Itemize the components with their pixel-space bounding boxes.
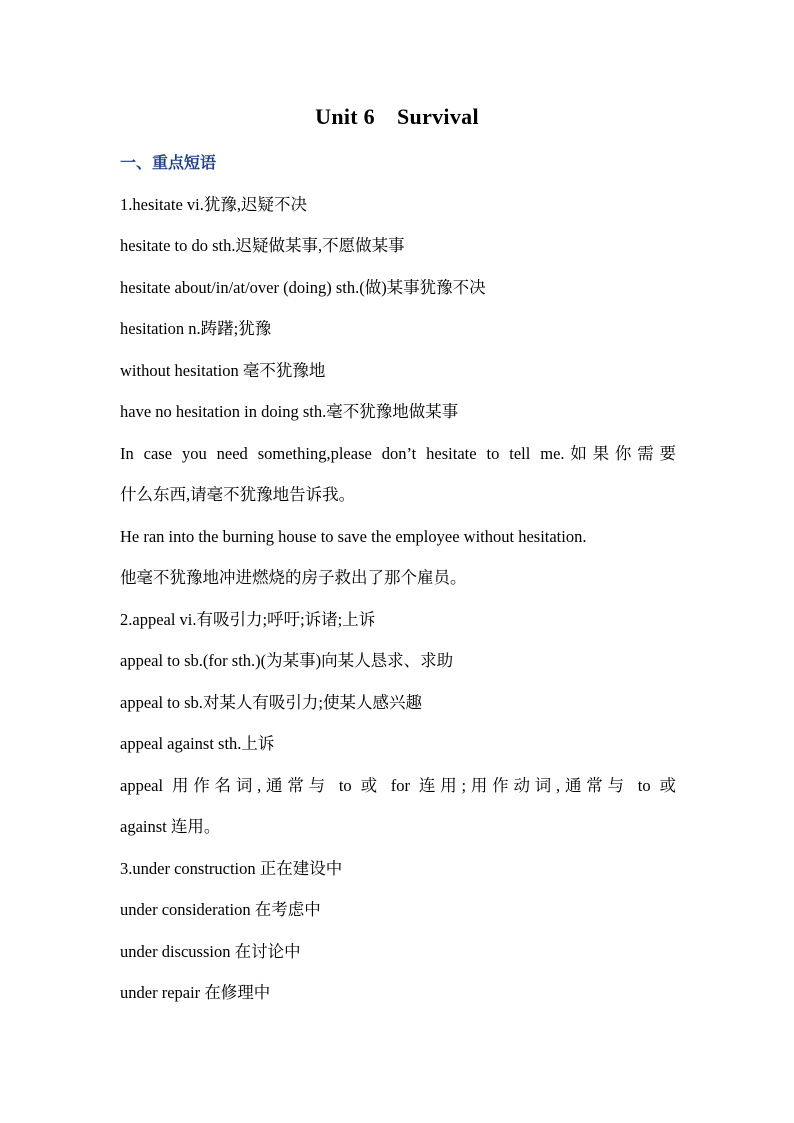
text-line: 2.appeal vi.有吸引力;呼吁;诉诸;上诉 <box>120 609 376 629</box>
text-line: under discussion 在讨论中 <box>120 941 301 961</box>
text-line: hesitate about/in/at/over (doing) sth.(做)某事犹豫不决 <box>120 277 486 297</box>
text-line: under repair 在修理中 <box>120 983 271 1002</box>
text-line: He ran into the burning house to save the employee without hesitation. <box>120 526 587 546</box>
text-line: appeal to sb.对某人有吸引力;使某人感兴趣 <box>120 692 423 712</box>
text-line: without hesitation 毫不犹豫地 <box>120 360 326 380</box>
section-heading: 一、重点短语 <box>120 153 217 172</box>
text-line: 他毫不犹豫地冲进燃烧的房子救出了那个雇员。 <box>120 568 467 587</box>
text-line: have no hesitation in doing sth.毫不犹豫地做某事 <box>120 402 459 421</box>
text-line: hesitation n.踌躇;犹豫 <box>120 319 272 338</box>
text-line: 什么东西,请毫不犹豫地告诉我。 <box>120 485 356 504</box>
text-line: under consideration 在考虑中 <box>120 900 321 919</box>
title-unit: Unit 6 <box>315 104 375 129</box>
document-body <box>120 142 676 1014</box>
text-line: against 连用。 <box>120 817 221 836</box>
page-title <box>0 102 794 132</box>
text-line: 1.hesitate vi.犹豫,迟疑不决 <box>120 194 307 214</box>
text-line: In case you need something,please don’t hesitate to tell me.如果你需要 <box>120 443 676 463</box>
text-line: appeal 用作名词,通常与 to 或 for 连用;用作动词,通常与 to 或 <box>120 775 676 795</box>
text-line: appeal to sb.(for sth.)(为某事)向某人恳求、求助 <box>120 651 454 670</box>
text-line: 3.under construction 正在建设中 <box>120 858 343 878</box>
title-name: Survival <box>397 104 479 129</box>
text-line: appeal against sth.上诉 <box>120 734 275 753</box>
text-line: hesitate to do sth.迟疑做某事,不愿做某事 <box>120 236 405 255</box>
